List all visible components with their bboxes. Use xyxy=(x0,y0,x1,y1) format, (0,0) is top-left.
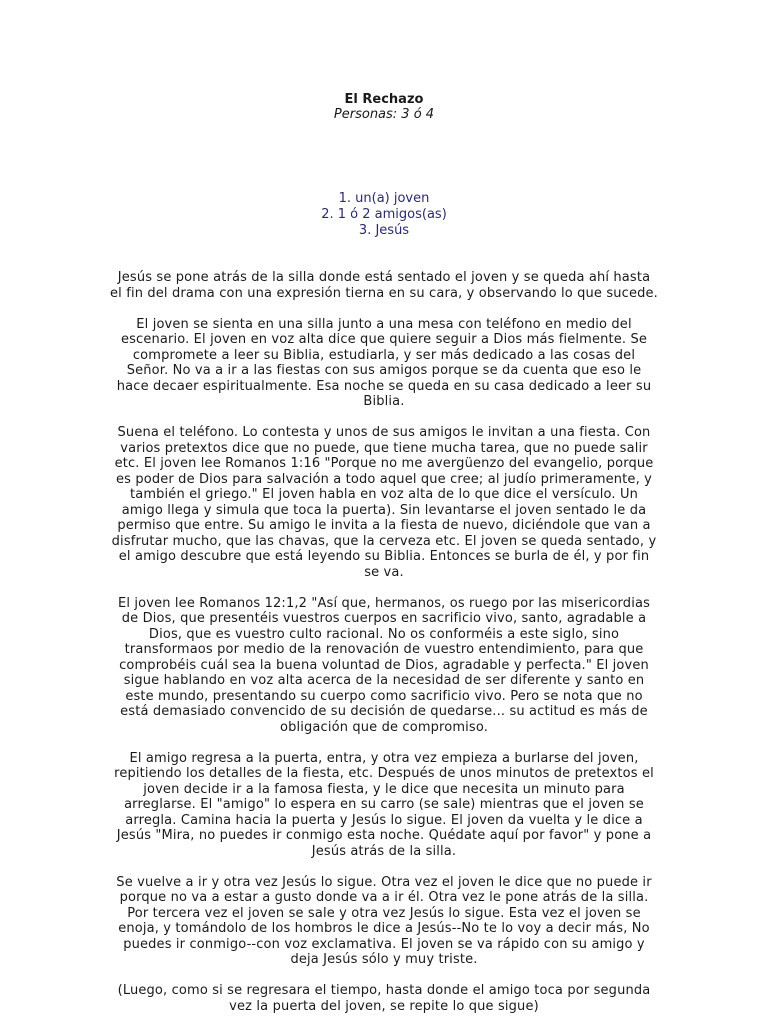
cast-list xyxy=(0,191,768,239)
cast-item: 2. 1 ó 2 amigos(as) xyxy=(321,207,447,222)
paragraph: El amigo regresa a la puerta, entra, y otra vez empieza a burlarse del joven, repitiendo los detalles de la fiesta, etc. Después de unos minutos de pretextos el joven decide ir a la famosa fiesta, y le dice que necesita un minuto para arreglarse. El "amigo" lo espera en su carro (se sale) mientras que el joven se arregla. Camina hacia la puerta y Jesús lo sigue. El joven da vuelta y le dice a Jesús "Mira, no puedes ir conmigo esta noche. Quédate aquí por favor" y pone a Jesús atrás de la silla. xyxy=(114,750,654,859)
document-subtitle: Personas: 3 ó 4 xyxy=(333,107,435,122)
document-title: El Rechazo xyxy=(344,92,424,107)
cast-item: 3. Jesús xyxy=(358,223,410,238)
paragraph: Jesús se pone atrás de la silla donde está sentado el joven y se queda ahí hasta el fin del drama con una expresión tierna en su cara, y observando lo que sucede. xyxy=(110,270,658,301)
paragraph: Suena el teléfono. Lo contesta y unos de sus amigos le invitan a una fiesta. Con varios pretextos dice que no puede, que tiene mucha tarea, que no puede salir etc. El joven lee Romanos 1:16 "Porque no me avergüenzo del evangelio, porque es poder de Dios para salvación a todo aquel que cree; al judío primeramente, y también el griego." El joven habla en voz alta de lo que dice el versículo. Un amigo llega y simula que toca la puerta). Sin levantarse el joven sentado le da permiso que entre. Su amigo le invita a la fiesta de nuevo, diciéndole que van a disfrutar mucho, que las chavas, que la cerveza etc. El joven se queda sentado, y el amigo descubre que está leyendo su Biblia. Entonces se burla de él, y por fin se va. xyxy=(111,425,657,580)
paragraph: Se vuelve a ir y otra vez Jesús lo sigue. Otra vez el joven le dice que no puede ir porque no va a estar a gusto donde va a ir él. Otra vez le pone atrás de la silla. Por tercera vez el joven se sale y otra vez Jesús lo sigue. Esta vez el joven se enoja, y tomándolo de los hombros le dice a Jesús--No te lo voy a decir más, No puedes ir conmigo--con voz exclamativa. El joven se va rápido con su amigo y deja Jesús sólo y muy triste. xyxy=(116,874,652,967)
paragraph: El joven se sienta en una silla junto a una mesa con teléfono en medio del escenario. El joven en voz alta dice que quiere seguir a Dios más fielmente. Se compromete a leer su Biblia, estudiarla, y ser más dedicado a las cosas del Señor. No va a ir a las fiestas con sus amigos porque se da cuenta que eso le hace decaer espiritualmente. Esa noche se queda en su casa dedicado a leer su Biblia. xyxy=(116,316,652,409)
cast-item: 1. un(a) joven xyxy=(338,191,430,206)
paragraph: El joven lee Romanos 12:1,2 "Así que, hermanos, os ruego por las misericordias de Dios, que presentéis vuestros cuerpos en sacrificio vivo, santo, agradable a Dios, que es vuestro culto racional. No os conforméis a este siglo, sino transformaos por medio de la renovación de vuestro entendimiento, para que comprobéis cuál sea la buena voluntad de Dios, agradable y perfecta." El joven sigue hablando en voz alta acerca de la necesidad de ser diferente y santo en este mundo, presentando su cuerpo como sacrificio vivo. Pero se nota que no está demasiado convencido de su decisión de quedarse... su actitud es más de obligación que de compromiso. xyxy=(117,595,650,735)
document-body xyxy=(110,270,658,1030)
paragraph: (Luego, como si se regresara el tiempo, hasta donde el amigo toca por segunda vez la puerta del joven, se repite lo que sigue) xyxy=(117,983,651,1014)
